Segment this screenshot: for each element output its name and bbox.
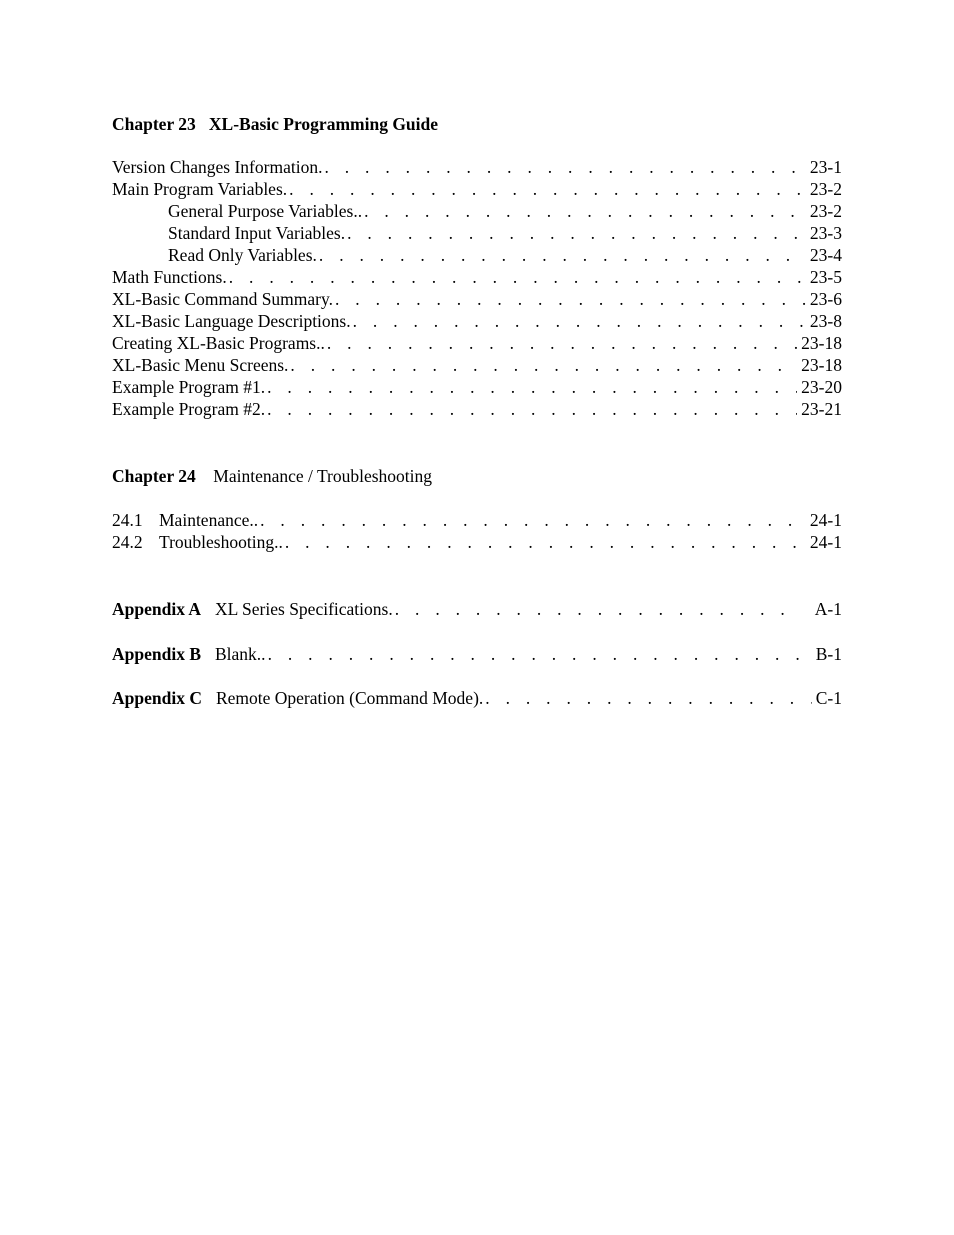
section-number: 24.1 <box>112 510 143 530</box>
toc-entry-page: 23-6 <box>809 289 842 309</box>
toc-entry-page: 23-4 <box>809 245 842 265</box>
toc-entry-page: 23-20 <box>801 377 842 397</box>
toc-entry-label <box>112 531 283 553</box>
toc-entry-page: 24-1 <box>809 532 842 552</box>
toc-entry[interactable] <box>112 156 842 178</box>
dot-leader <box>290 354 797 376</box>
toc-entry-label: Example Program #2. <box>112 399 266 419</box>
dot-leader <box>229 266 806 288</box>
toc-entry-page: 23-8 <box>809 311 842 331</box>
toc-entry-label: Example Program #1. <box>112 377 266 397</box>
toc-entry-page: B-1 <box>815 644 842 664</box>
toc-entry[interactable] <box>112 509 842 531</box>
toc-entry-page: C-1 <box>815 688 842 708</box>
toc-appendix-entry[interactable] <box>112 687 842 709</box>
toc-entry-label <box>112 598 393 620</box>
dot-leader <box>268 643 812 665</box>
section-title: Troubleshooting.. <box>159 532 283 552</box>
dot-leader <box>347 222 806 244</box>
toc-entry[interactable] <box>168 200 842 222</box>
toc-entry-label: Standard Input Variables. <box>168 223 346 243</box>
toc-entry-label: XL-Basic Menu Screens. <box>112 355 289 375</box>
dot-leader <box>364 200 806 222</box>
dot-leader <box>319 244 806 266</box>
toc-entry-label: Version Changes Information. <box>112 157 323 177</box>
dot-leader <box>267 376 797 398</box>
toc-entry[interactable] <box>112 398 842 420</box>
toc-entry-page: 23-2 <box>809 201 842 221</box>
toc-entry-label: XL-Basic Command Summary. <box>112 289 333 309</box>
chapter-23-heading <box>112 113 438 135</box>
appendix-name: Appendix C <box>112 688 202 708</box>
dot-leader <box>285 531 806 553</box>
section-title: Maintenance.. <box>159 510 259 530</box>
toc-entry-page: 23-18 <box>801 333 842 353</box>
toc-entry[interactable] <box>112 310 842 332</box>
dot-leader <box>289 178 806 200</box>
dot-leader <box>485 687 811 709</box>
appendix-title: XL Series Specifications. <box>215 599 393 619</box>
appendix-title: Remote Operation (Command Mode). <box>215 688 484 708</box>
toc-entry-label <box>112 643 266 665</box>
toc-entry[interactable] <box>112 376 842 398</box>
chapter-23-title: XL-Basic Programming Guide <box>208 114 439 134</box>
toc-entry-page: 23-3 <box>809 223 842 243</box>
toc-entry-label: XL-Basic Language Descriptions. <box>112 311 351 331</box>
section-number: 24.2 <box>112 532 143 552</box>
dot-leader <box>335 288 806 310</box>
toc-entry-label <box>112 687 483 709</box>
toc-entry-page: 24-1 <box>809 510 842 530</box>
toc-entry[interactable] <box>112 531 842 553</box>
chapter-24-title: Maintenance / Troubleshooting <box>213 466 433 486</box>
toc-entry[interactable] <box>168 244 842 266</box>
toc-appendix-entry[interactable] <box>112 598 842 620</box>
toc-entry-page: 23-2 <box>809 179 842 199</box>
toc-entry[interactable] <box>112 288 842 310</box>
toc-entry-page: A-1 <box>814 599 842 619</box>
toc-entry[interactable] <box>168 222 842 244</box>
dot-leader <box>353 310 806 332</box>
toc-entry-page: 23-18 <box>801 355 842 375</box>
toc-appendix-entry[interactable] <box>112 643 842 665</box>
toc-entry[interactable] <box>112 354 842 376</box>
toc-entry-label: Creating XL-Basic Programs.. <box>112 333 325 353</box>
appendix-title: Blank.. <box>215 644 266 664</box>
dot-leader <box>395 598 801 620</box>
chapter-24-heading <box>112 465 432 487</box>
chapter-24-number: Chapter 24 <box>112 466 196 486</box>
dot-leader <box>267 398 797 420</box>
dot-leader <box>260 509 806 531</box>
toc-entry-page: 23-1 <box>809 157 842 177</box>
chapter-23-number: Chapter 23 <box>112 114 196 134</box>
toc-entry[interactable] <box>112 332 842 354</box>
toc-entry-label: Main Program Variables. <box>112 179 288 199</box>
dot-leader <box>327 332 797 354</box>
toc-entry[interactable] <box>112 178 842 200</box>
toc-entry-label <box>112 509 258 531</box>
toc-entry-page: 23-21 <box>801 399 842 419</box>
toc-entry-label: Read Only Variables. <box>168 245 317 265</box>
toc-entry-page: 23-5 <box>809 267 842 287</box>
appendix-name: Appendix B <box>112 644 201 664</box>
toc-entry[interactable] <box>112 266 842 288</box>
toc-entry-label: General Purpose Variables.. <box>168 201 363 221</box>
dot-leader <box>324 156 805 178</box>
appendix-name: Appendix A <box>112 599 201 619</box>
toc-entry-label: Math Functions. <box>112 267 227 287</box>
